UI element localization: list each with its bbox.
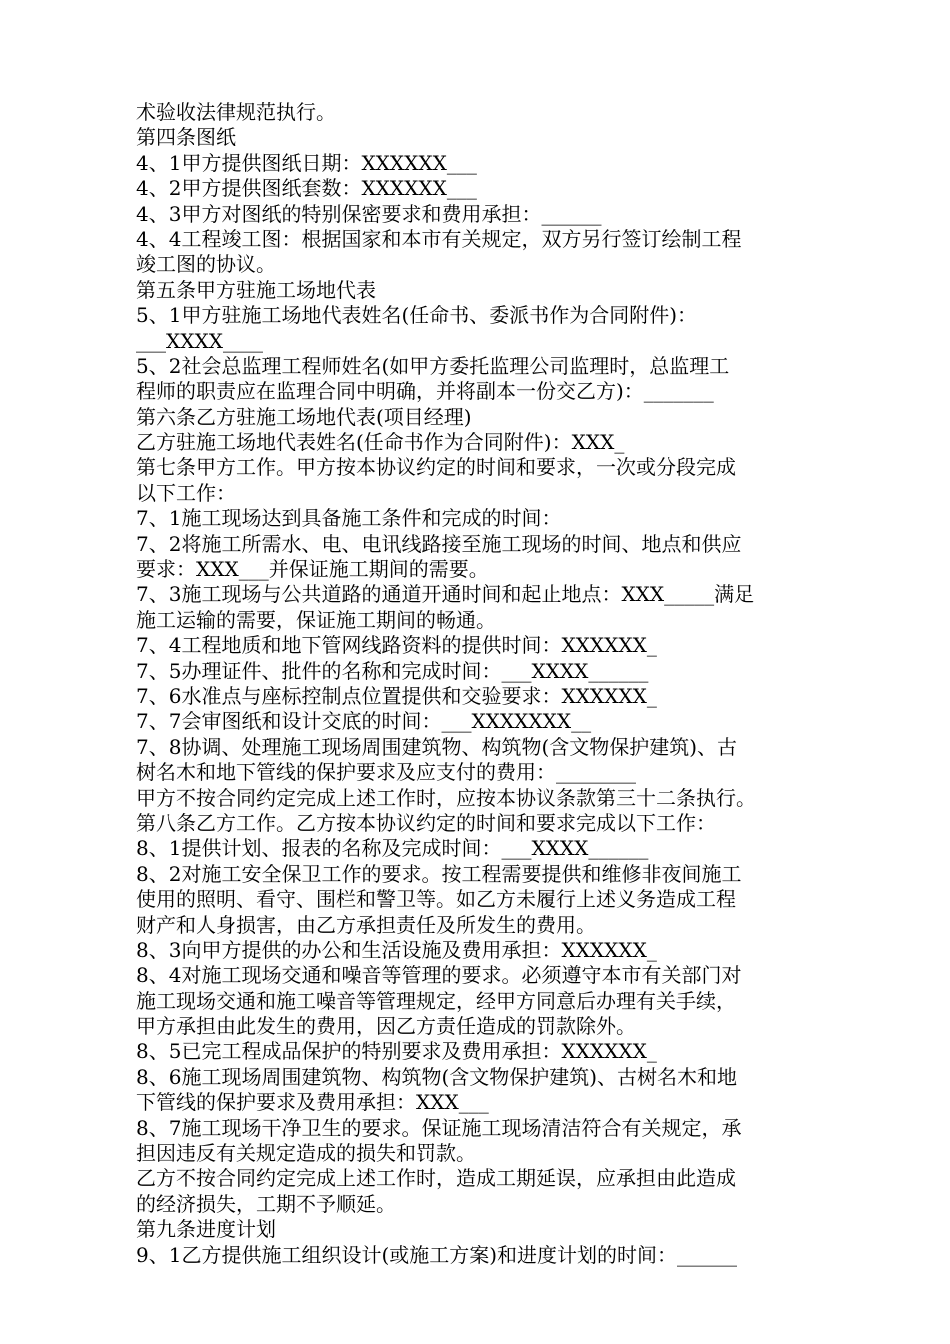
text-line: 9、1乙方提供施工组织设计(或施工方案)和进度计划的时间：______ (136, 1242, 738, 1267)
section-heading: 第八条乙方工作。乙方按本协议约定的时间和要求完成以下工作： (136, 810, 716, 835)
text-line: 程师的职责应在监理合同中明确，并将副本一份交乙方)：_______ (136, 379, 714, 404)
text-line: 7、7会审图纸和设计交底的时间：___XXXXXXX__ (136, 709, 592, 734)
text-line: 树名木和地下管线的保护要求及应支付的费用：________ (136, 760, 636, 785)
text-line: 8、1提供计划、报表的名称及完成时间：___XXXX______ (136, 836, 649, 861)
text-line: 乙方驻施工场地代表姓名(任命书作为合同附件)：XXX_ (136, 430, 625, 455)
text-line: 7、6水准点与座标控制点位置提供和交验要求：XXXXXX_ (136, 683, 657, 708)
section-heading: 第七条甲方工作。甲方按本协议约定的时间和要求，一次或分段完成 (136, 455, 736, 480)
text-line: 4、3甲方对图纸的特别保密要求和费用承担：______ (136, 201, 602, 226)
text-line: ___XXXX____ (136, 328, 263, 353)
text-line: 7、5办理证件、批件的名称和完成时间：___XXXX______ (136, 658, 649, 683)
text-line: 7、3施工现场与公共道路的通道开通时间和起止地点：XXX_____满足 (136, 582, 755, 607)
text-line: 5、1甲方驻施工场地代表姓名(任命书、委派书作为合同附件)： (136, 303, 698, 328)
section-heading: 第五条甲方驻施工场地代表 (136, 277, 376, 302)
text-line: 甲方不按合同约定完成上述工作时，应按本协议条款第三十二条执行。 (136, 785, 756, 810)
text-line: 施工运输的需要，保证施工期间的畅通。 (136, 607, 496, 632)
text-line: 下管线的保护要求及费用承担：XXX___ (136, 1090, 489, 1115)
text-line: 的经济损失，工期不予顺延。 (136, 1191, 396, 1216)
text-line: 乙方不按合同约定完成上述工作时，造成工期延误，应承担由此造成 (136, 1166, 736, 1191)
section-heading: 第四条图纸 (136, 125, 236, 150)
document-body (136, 100, 826, 1268)
text-line: 4、1甲方提供图纸日期：XXXXXX___ (136, 150, 477, 175)
text-line: 8、4对施工现场交通和噪音等管理的要求。必须遵守本市有关部门对 (136, 963, 742, 988)
text-line: 8、3向甲方提供的办公和生活设施及费用承担：XXXXXX_ (136, 937, 657, 962)
section-heading: 第九条进度计划 (136, 1217, 276, 1242)
text-line: 8、6施工现场周围建筑物、构筑物(含文物保护建筑)、古树名木和地 (136, 1064, 738, 1089)
text-line: 8、5已完工程成品保护的特别要求及费用承担：XXXXXX_ (136, 1039, 657, 1064)
text-line: 术验收法律规范执行。 (136, 100, 336, 124)
text-line: 7、4工程地质和地下管网线路资料的提供时间：XXXXXX_ (136, 633, 657, 658)
text-line: 甲方承担由此发生的费用，因乙方责任造成的罚款除外。 (136, 1014, 636, 1039)
text-line: 财产和人身损害，由乙方承担责任及所发生的费用。 (136, 912, 596, 937)
text-line: 8、7施工现场干净卫生的要求。保证施工现场清洁符合有关规定，承 (136, 1115, 742, 1140)
text-line: 7、8协调、处理施工现场周围建筑物、构筑物(含文物保护建筑)、古 (136, 734, 738, 759)
text-line: 施工现场交通和施工噪音等管理规定，经甲方同意后办理有关手续， (136, 988, 736, 1013)
text-line: 4、2甲方提供图纸套数：XXXXXX___ (136, 176, 477, 201)
text-line: 以下工作： (136, 480, 236, 505)
text-line: 8、2对施工安全保卫工作的要求。按工程需要提供和维修非夜间施工 (136, 861, 742, 886)
text-line: 使用的照明、看守、围栏和警卫等。如乙方未履行上述义务造成工程 (136, 887, 736, 912)
text-line: 竣工图的协议。 (136, 252, 276, 277)
text-line: 7、1施工现场达到具备施工条件和完成的时间： (136, 506, 562, 531)
text-line: 7、2将施工所需水、电、电讯线路接至施工现场的时间、地点和供应 (136, 531, 742, 556)
text-line: 担因违反有关规定造成的损失和罚款。 (136, 1141, 476, 1166)
text-line: 要求：XXX___并保证施工期间的需要。 (136, 557, 489, 582)
text-line: 5、2社会总监理工程师姓名(如甲方委托监理公司监理时，总监理工 (136, 353, 730, 378)
section-heading: 第六条乙方驻施工场地代表(项目经理) (136, 404, 472, 429)
text-line: 4、4工程竣工图：根据国家和本市有关规定，双方另行签订绘制工程 (136, 226, 742, 251)
